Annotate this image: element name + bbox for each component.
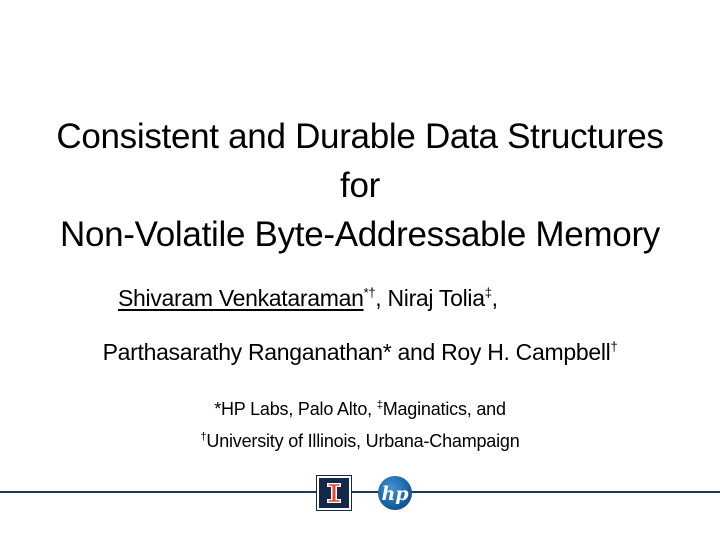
hp-logo-text: hp [381, 483, 409, 505]
author-separator-2: , [491, 285, 498, 311]
affiliations [0, 393, 720, 457]
footer-rule [0, 491, 720, 493]
author1-marks: *† [363, 285, 376, 300]
author-separator: , Niraj Tolia [375, 285, 485, 311]
affiliation-1-mark: ‡ [376, 399, 383, 411]
illinois-block-i-icon [319, 478, 349, 508]
author-line-1 [118, 285, 498, 312]
slide-title [0, 112, 720, 259]
hp-circle-icon [377, 475, 413, 511]
illinois-logo-icon [317, 476, 351, 510]
affiliation-line-1 [0, 393, 720, 425]
title-line-2: for [340, 166, 380, 205]
title-line-1: Consistent and Durable Data Structures [56, 117, 664, 156]
affiliation-1-prefix: *HP Labs, Palo Alto, [214, 399, 377, 419]
title-line-3: Non-Volatile Byte-Addressable Memory [59, 215, 661, 254]
author-line-2-marks: † [610, 339, 618, 354]
affiliation-line-2 [0, 425, 720, 457]
affiliation-2-text: University of Illinois, Urbana-Champaign [206, 431, 520, 451]
presenting-author: Shivaram Venkataraman [118, 285, 364, 311]
affiliation-2-mark: † [200, 431, 207, 443]
hp-logo-icon [377, 475, 413, 511]
author2-marks: ‡ [484, 285, 492, 300]
affiliation-1-suffix: Maginatics, and [382, 399, 506, 419]
author-line-2 [0, 339, 720, 366]
author-line-2-text: Parthasarathy Ranganathan* and Roy H. Campbell [102, 339, 611, 365]
